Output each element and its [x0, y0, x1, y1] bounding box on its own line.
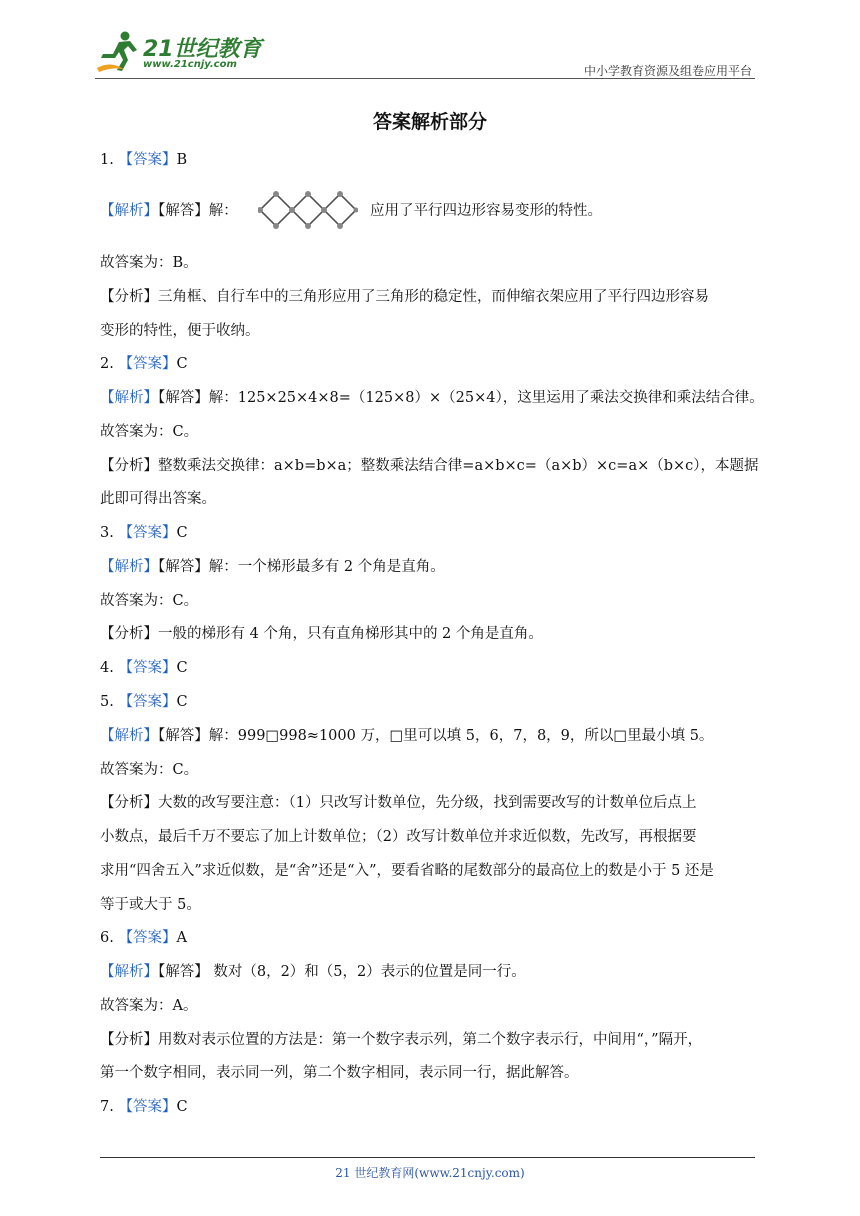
analysis-text: 【解答】解：125×25×4×8=（125×8）×（25×4），这里运用了乘法交换律和乘法结合律。 — [158, 390, 764, 406]
answer-tag: 【答案】 — [118, 356, 177, 372]
analysis-text-cont: 应用了平行四边形容易变形的特性。 — [370, 203, 602, 219]
header-platform-text: 中小学教育资源及组卷应用平台 — [583, 64, 752, 78]
analysis-line — [100, 388, 765, 408]
analysis-text: 【解答】解：999□998≈1000 万，□里可以填 5，6，7，8，9，所以□里最小填 5。 — [158, 728, 714, 744]
analysis-text: 【解答】解： — [158, 203, 238, 219]
analysis-text: 【分析】大数的改写要注意：（1）只改写计数单位，先分级，找到需要改写的计数单位后点上 — [100, 795, 697, 811]
analysis-tag: 【解析】 — [100, 964, 158, 980]
analysis-text: 【解答】 数对（8，2）和（5，2）表示的位置是同一行。 — [158, 964, 526, 980]
logo-text: 21世纪教育 — [143, 37, 262, 62]
answer-value: C — [176, 694, 188, 710]
runner-logo-icon — [95, 30, 141, 76]
analysis-tag: 【解析】 — [100, 390, 158, 406]
analysis-text: 变形的特性，便于收纳。 — [100, 323, 260, 339]
answer-value: A — [176, 930, 187, 946]
answer-tag: 【答案】 — [118, 525, 177, 541]
analysis-text: 【分析】用数对表示位置的方法是：第一个数字表示列，第二个数字表示行，中间用“，”隔开， — [100, 1032, 703, 1048]
answer-line-6 — [100, 928, 765, 948]
analysis-tag: 【解析】 — [100, 559, 158, 575]
answer-value: C — [176, 525, 188, 541]
analysis-text: 【分析】整数乘法交换律：a×b=b×a；整数乘法结合律=a×b×c=（a×b）×c=a×（b×c），本题据 — [100, 458, 759, 474]
answer-tag: 【答案】 — [118, 1099, 177, 1115]
question-number: 4. — [100, 660, 119, 676]
analysis-text: 求用“四舍五入”求近似数，是“舍”还是“入”，要看省略的尾数部分的最高位上的数是小于 5 还是 — [100, 863, 714, 879]
answer-line-5 — [100, 692, 765, 712]
conclusion-text: 故答案为：B。 — [100, 255, 198, 271]
question-number: 3. — [100, 525, 119, 541]
question-number: 5. — [100, 694, 119, 710]
answer-line-3 — [100, 523, 765, 543]
analysis-tag: 【解析】 — [100, 728, 158, 744]
analysis-text: 此即可得出答案。 — [100, 491, 216, 507]
footer-divider — [100, 1157, 755, 1158]
analysis-text: 【分析】一般的梯形有 4 个角，只有直角梯形其中的 2 个角是直角。 — [100, 626, 543, 642]
question-number: 1. — [100, 152, 119, 168]
answer-line-7 — [100, 1097, 765, 1117]
analysis-line — [100, 557, 765, 577]
conclusion-text: 故答案为：A。 — [100, 998, 198, 1014]
conclusion-text: 故答案为：C。 — [100, 762, 199, 778]
analysis-line — [100, 726, 765, 746]
answer-tag: 【答案】 — [118, 152, 177, 168]
answer-line-1 — [100, 150, 765, 170]
answer-value: C — [176, 356, 188, 372]
parallelogram-rack-figure — [258, 190, 358, 230]
analysis-text: 小数点，最后千万不要忘了加上计数单位；（2）改写计数单位并求近似数，先改写，再根据要 — [100, 829, 697, 845]
answer-tag: 【答案】 — [118, 930, 177, 946]
page-header — [0, 0, 860, 90]
analysis-line — [100, 962, 765, 982]
page-title: 答案解析部分 — [372, 111, 487, 133]
analysis-text: 【解答】解：一个梯形最多有 2 个角是直角。 — [158, 559, 445, 575]
answer-tag: 【答案】 — [118, 660, 177, 676]
answer-line-2 — [100, 354, 765, 374]
analysis-text: 【分析】三角框、自行车中的三角形应用了三角形的稳定性，而伸缩衣架应用了平行四边形容易 — [100, 289, 709, 305]
answer-value: C — [176, 660, 188, 676]
analysis-text: 等于或大于 5。 — [100, 897, 201, 913]
conclusion-text: 故答案为：C。 — [100, 593, 199, 609]
answer-value: C — [176, 1099, 188, 1115]
header-divider — [95, 78, 755, 79]
question-number: 6. — [100, 930, 119, 946]
conclusion-text: 故答案为：C。 — [100, 424, 199, 440]
answer-line-4 — [100, 658, 765, 678]
analysis-tag: 【解析】 — [100, 203, 158, 219]
question-number: 7. — [100, 1099, 119, 1115]
answer-value: B — [176, 152, 188, 168]
logo — [95, 30, 265, 78]
footer-link[interactable]: 21 世纪教育网(www.21cnjy.com) — [335, 1166, 525, 1180]
logo-url: www.21cnjy.com — [143, 59, 237, 70]
analysis-text: 第一个数字相同，表示同一列，第二个数字相同，表示同一行，据此解答。 — [100, 1065, 579, 1081]
answer-tag: 【答案】 — [118, 694, 177, 710]
question-number: 2. — [100, 356, 119, 372]
